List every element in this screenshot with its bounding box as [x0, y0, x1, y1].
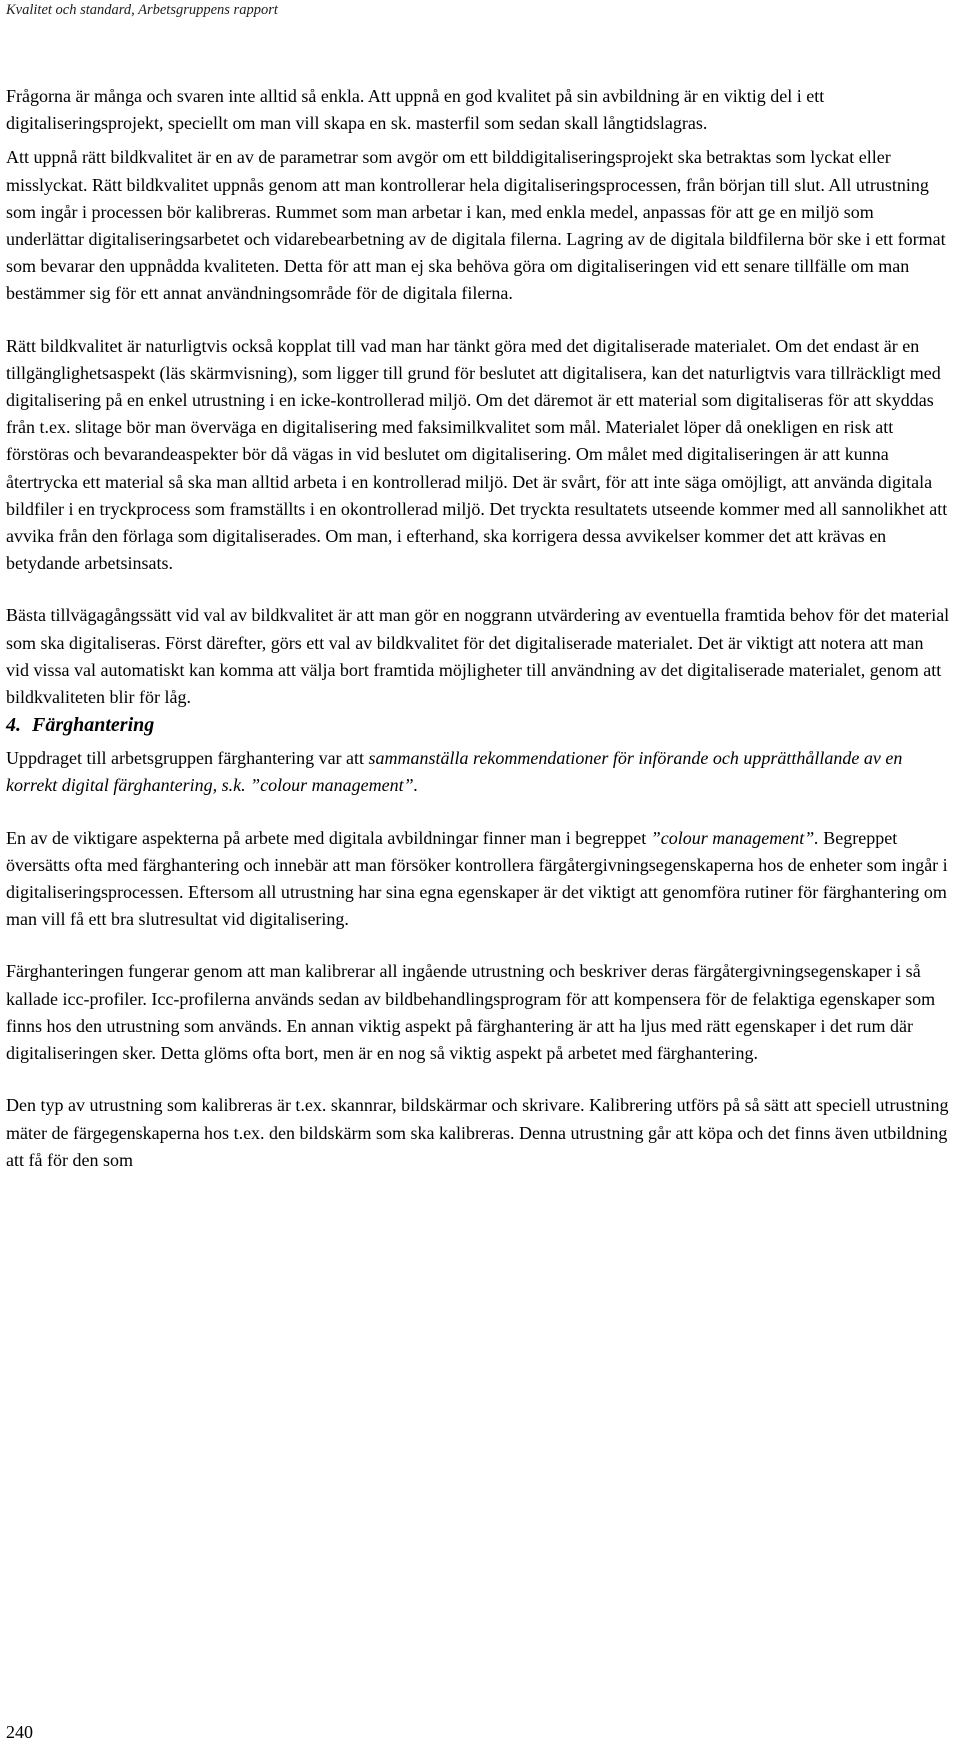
paragraph-5-text: Uppdraget till arbetsgruppen färghantering var att	[6, 748, 369, 769]
running-header: Kvalitet och standard, Arbetsgruppens rapport	[6, 2, 278, 18]
paragraph-1: Frågorna är många och svaren inte alltid så enkla. Att uppnå en god kvalitet på sin avbildning är en viktig del i ett digitaliseringsprojekt, speciellt om man vill skapa en sk. masterfil som sedan skall långtidslagras.	[6, 86, 825, 134]
section-number: 4.	[6, 714, 21, 737]
paragraph-6-text-start: En av de viktigare aspekterna på arbete med digitala avbildningar finner man i begreppet	[6, 827, 651, 848]
paragraph-6-text-end: Begreppet översätts ofta med färghantering och innebär att man försöker kontrollera färgåtergivningsegenskaperna hos de enheter som ingår i digitaliseringsprocessen. Eftersom all utrustning har sina egna egenskaper är det viktigt att genomföra rutiner för färghantering om man vill få ett bra slutresultat vid digitalisering.	[6, 827, 948, 930]
paragraph-5-emphasis: sammanställa rekommendationer för införande och upprätthållande av en korrekt digital färghantering, s.k. ”colour management”.	[6, 748, 903, 796]
paragraph-7: Färghanteringen fungerar genom att man kalibrerar all ingående utrustning och beskriver deras färgåtergivningsegenskaper i så kallade icc-profiler. Icc-profilerna används sedan av bildbehandlingsprogram för att kompensera för de felaktiga egenskaper som finns hos den utrustning som används. En annan viktig aspekt på färghantering är att ha ljus med rätt egenskaper i det rum där digitaliseringen sker. Detta glöms ofta bort, men är en nog så viktig aspekt på arbetet med färghantering.	[6, 961, 936, 1064]
page-body	[6, 83, 950, 1174]
paragraph-8: Den typ av utrustning som kalibreras är t.ex. skannrar, bildskärmar och skrivare. Kalibrering utförs på så sätt att speciell utrustning mäter de färgegenskaperna hos t.ex. den bildskärm som ska kalibreras. Denna utrustning går att köpa och det finns även utbildning att få för den som	[6, 1095, 949, 1170]
paragraph-6	[6, 825, 950, 934]
paragraph-4: Bästa tillvägagångssätt vid val av bildkvalitet är att man gör en noggrann utvärdering av eventuella framtida behov för det material som ska digitaliseras. Först därefter, görs ett val av bildkvalitet för det digitaliserade materialet. Det är viktigt att notera att man vid vissa val automatiskt kan komma att välja bort framtida möjligheter till användning av det digitaliserade materialet, genom att bildkvaliteten blir för låg.	[6, 605, 950, 708]
paragraph-5	[6, 745, 950, 799]
paragraph-2: Att uppnå rätt bildkvalitet är en av de parametrar som avgör om ett bilddigitaliseringsprojekt ska betraktas som lyckat eller misslyckat. Rätt bildkvalitet uppnås genom att man kontrollerar hela digitaliseringsprocessen, från början till slut. All utrustning som ingår i processen bör kalibreras. Rummet som man arbetar i kan, med enkla medel, anpassas för att ge en miljö som underlättar digitaliseringsarbetet och vidarebearbetning av de digitala filerna. Lagring av de digitala bildfilerna bör ske i ett format som bevarar den uppnådda kvaliteten. Detta för att man ej ska behöva göra om digitaliseringen vid ett senare tillfälle om man bestämmer sig för ett annat användningsområde för de digitala filerna.	[6, 147, 946, 304]
paragraph-3: Rätt bildkvalitet är naturligtvis också kopplat till vad man har tänkt göra med det digitaliserade materialet. Om det endast är en tillgänglighetsaspekt (läs skärmvisning), som ligger till grund för beslutet att digitalisera, kan det naturligtvis vara tillräckligt med digitalisering på en enkel utrustning i en icke-kontrollerad miljö. Om det däremot är ett material som digitaliseras för att skyddas från t.ex. slitage bör man överväga en digitalisering med faksimilkvalitet som mål. Materialet löper då onekligen en risk att förstöras och bevarandeaspekter bör då vägas in vid beslutet om digitalisering. Om målet med digitaliseringen är att kunna återtrycka ett material så ska man alltid arbeta i en kontrollerad miljö. Det är svårt, för att inte säga omöjligt, att använda digitala bildfiler i en tryckprocess som framställts i en okontrollerad miljö. Det tryckta resultatets utseende kommer med all sannolikhet att avvika från den förlaga som digitaliserades. Om man, i efterhand, ska korrigera dessa avvikelser kommer det att krävas en betydande arbetsinsats.	[6, 335, 948, 574]
section-heading	[6, 711, 950, 739]
paragraph-6-emphasis: ”colour management”.	[650, 827, 819, 848]
page-number: 240	[6, 1722, 33, 1742]
section-title: Färghantering	[32, 714, 155, 737]
